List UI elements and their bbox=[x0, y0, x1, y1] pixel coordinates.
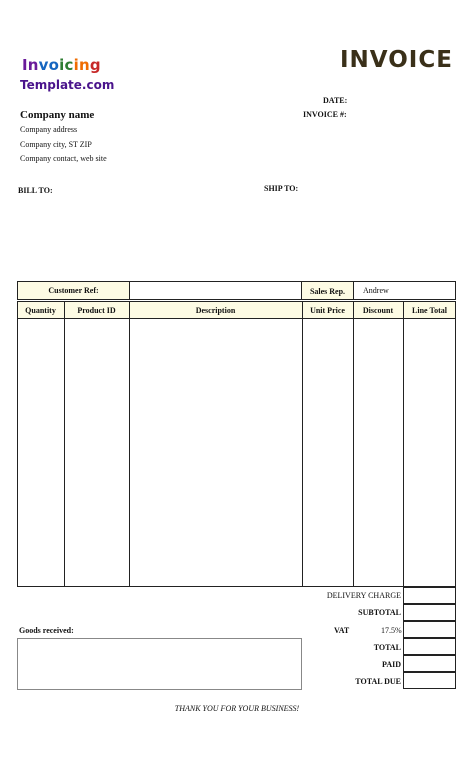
col-quantity: Quantity bbox=[25, 306, 56, 315]
logo-letter: g bbox=[89, 56, 101, 74]
col-product-id: Product ID bbox=[77, 306, 116, 315]
invoice-number-label: INVOICE #: bbox=[303, 110, 347, 119]
customer-ref-label-cell bbox=[17, 281, 130, 300]
company-address: Company address bbox=[20, 125, 78, 134]
logo-letter: c bbox=[64, 56, 74, 74]
thank-you-note: THANK YOU FOR YOUR BUSINESS! bbox=[174, 704, 300, 713]
column-divider bbox=[353, 301, 354, 587]
col-line-total: Line Total bbox=[412, 306, 447, 315]
ship-to-label: SHIP TO: bbox=[264, 184, 299, 193]
company-name: Company name bbox=[20, 109, 95, 121]
column-divider bbox=[64, 301, 65, 587]
logo-letter: I bbox=[22, 56, 28, 74]
sales-rep-value-cell[interactable] bbox=[353, 281, 456, 300]
total-due-value[interactable] bbox=[403, 672, 456, 689]
subtotal-label: SUBTOTAL bbox=[358, 608, 401, 617]
vat-label: VAT bbox=[334, 626, 350, 635]
column-divider bbox=[129, 301, 130, 587]
customer-ref-value[interactable] bbox=[129, 281, 302, 300]
customer-ref-label: Customer Ref: bbox=[48, 286, 99, 295]
items-table bbox=[17, 301, 456, 587]
col-unit-price: Unit Price bbox=[310, 306, 345, 315]
logo-subtitle-text: Template.com bbox=[20, 78, 115, 92]
goods-received-label: Goods received: bbox=[19, 626, 74, 635]
total-label: TOTAL bbox=[373, 643, 401, 652]
total-value[interactable] bbox=[403, 638, 456, 655]
company-city: Company city, ST ZIP bbox=[20, 140, 92, 149]
delivery-charge-value[interactable] bbox=[403, 587, 456, 604]
col-description: Description bbox=[195, 306, 236, 315]
goods-received-box[interactable] bbox=[17, 638, 302, 690]
logo-letter: i bbox=[73, 56, 79, 74]
logo-letter: n bbox=[78, 56, 90, 74]
header-divider bbox=[17, 318, 456, 319]
logo-letter: v bbox=[38, 56, 49, 74]
logo-letter: o bbox=[48, 56, 60, 74]
logo-letter: i bbox=[59, 56, 65, 74]
sales-rep-label: Sales Rep. bbox=[309, 287, 346, 296]
logo bbox=[22, 56, 101, 74]
col-discount: Discount bbox=[362, 306, 394, 315]
column-divider bbox=[403, 301, 404, 587]
total-due-label: TOTAL DUE bbox=[355, 677, 401, 686]
paid-value[interactable] bbox=[403, 655, 456, 672]
invoice-title: INVOICE bbox=[340, 47, 453, 73]
logo-subtitle bbox=[20, 78, 114, 92]
date-label: DATE: bbox=[323, 96, 348, 105]
sales-rep-label-cell bbox=[301, 281, 354, 300]
bill-to-label: BILL TO: bbox=[18, 186, 53, 195]
column-divider bbox=[302, 301, 303, 587]
subtotal-value[interactable] bbox=[403, 604, 456, 621]
logo-letter: n bbox=[27, 56, 39, 74]
sales-rep-value: Andrew bbox=[363, 286, 389, 295]
company-contact: Company contact, web site bbox=[20, 154, 107, 163]
vat-value[interactable] bbox=[403, 621, 456, 638]
delivery-charge-label: DELIVERY CHARGE bbox=[326, 591, 401, 600]
paid-label: PAID bbox=[382, 660, 401, 669]
vat-rate: 17.5% bbox=[381, 626, 402, 635]
